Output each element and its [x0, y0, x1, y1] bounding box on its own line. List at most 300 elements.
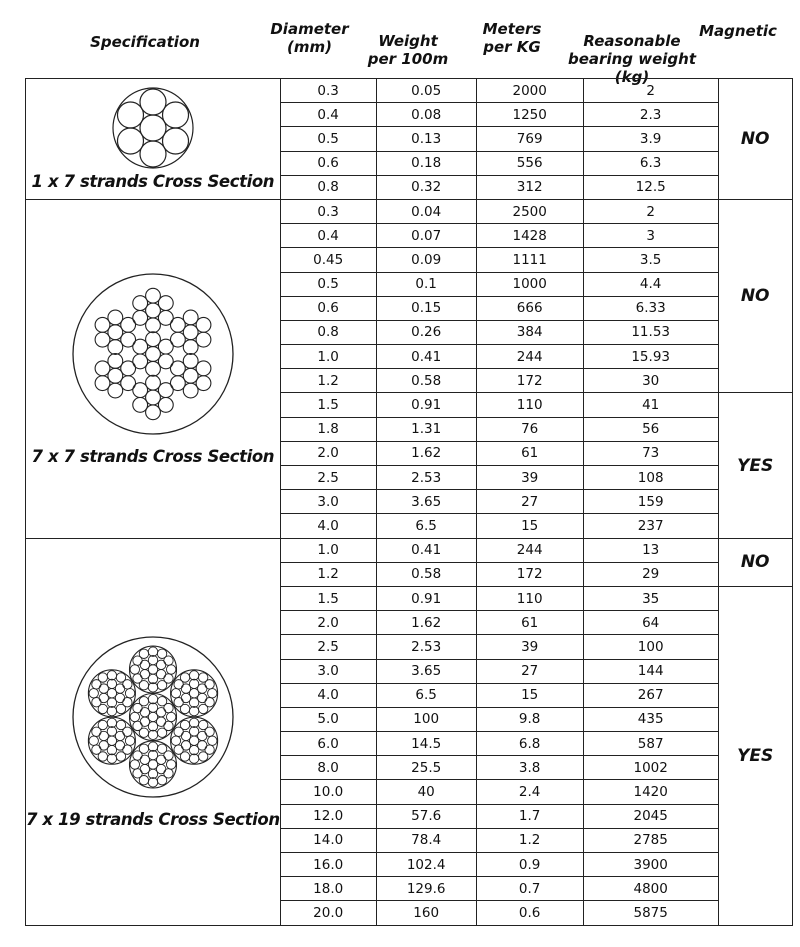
outer-strand-wire-center	[183, 369, 198, 384]
diameter-cell: 1.2	[280, 369, 376, 393]
weight-cell: 0.41	[376, 345, 476, 369]
outer-strand-wire	[166, 665, 175, 674]
meters-cell: 3.8	[476, 756, 583, 780]
outer-strand-wire	[164, 656, 173, 665]
outer-strand-wire	[115, 684, 124, 693]
outer-strand-wire	[115, 731, 124, 740]
weight-cell: 0.41	[376, 538, 476, 562]
outer-strand-wire	[133, 674, 142, 683]
meters-cell: 1.2	[476, 828, 583, 852]
header-weight-line1: Weight	[378, 32, 438, 50]
outer-strand-wire	[122, 680, 131, 689]
outer-strand-wire	[140, 670, 149, 679]
header-weight-line2: per 100m	[367, 50, 449, 68]
meters-cell: 384	[476, 320, 583, 344]
weight-cell: 2.53	[376, 635, 476, 659]
outer-strand-wire	[196, 332, 211, 347]
outer-strand-wire	[148, 742, 157, 751]
bearing-cell: 3.9	[583, 127, 718, 151]
weight-cell: 6.5	[376, 514, 476, 538]
outer-strand-wire	[205, 727, 214, 736]
meters-cell: 172	[476, 562, 583, 586]
outer-strand-wire	[145, 405, 160, 420]
bearing-cell: 267	[583, 683, 718, 707]
diameter-cell: 2.5	[280, 466, 376, 490]
meters-cell: 0.9	[476, 853, 583, 877]
outer-strand-wire	[145, 376, 160, 391]
weight-cell: 6.5	[376, 683, 476, 707]
spec-group	[26, 634, 280, 829]
outer-strand-wire	[180, 720, 189, 729]
bearing-cell: 12.5	[583, 175, 718, 199]
outer-strand-wire	[156, 660, 165, 669]
diameter-cell: 8.0	[280, 756, 376, 780]
header-meters-line2: per KG	[483, 38, 541, 56]
meters-cell: 1428	[476, 224, 583, 248]
outer-strand-wire	[183, 310, 198, 325]
diameter-cell: 20.0	[280, 901, 376, 925]
outer-ring	[113, 88, 193, 168]
bearing-cell: 73	[583, 441, 718, 465]
bearing-cell: 13	[583, 538, 718, 562]
strand-wire	[140, 89, 166, 115]
outer-strand-wire	[92, 698, 101, 707]
outer-strand-ring	[170, 670, 217, 717]
diameter-cell: 0.3	[280, 199, 376, 223]
core-strand-wire	[130, 712, 139, 721]
meters-cell: 2500	[476, 199, 583, 223]
bearing-cell: 15.93	[583, 345, 718, 369]
weight-cell: 1.62	[376, 611, 476, 635]
meters-cell: 6.8	[476, 732, 583, 756]
header-diameter-line2: (mm)	[287, 38, 332, 56]
outer-strand-wire	[164, 751, 173, 760]
outer-strand-wire	[89, 689, 98, 698]
outer-strand-wire	[181, 693, 190, 702]
meters-cell: 110	[476, 586, 583, 610]
outer-strand-wire	[196, 361, 211, 376]
weight-cell: 0.58	[376, 369, 476, 393]
weight-cell: 14.5	[376, 732, 476, 756]
weight-cell: 0.1	[376, 272, 476, 296]
diameter-cell: 2.0	[280, 611, 376, 635]
outer-strand-wire	[174, 745, 183, 754]
weight-cell: 0.08	[376, 103, 476, 127]
header-diameter-line1: Diameter	[270, 20, 349, 38]
outer-strand-wire	[107, 718, 116, 727]
outer-strand-wire	[189, 718, 198, 727]
diameter-cell: 0.6	[280, 151, 376, 175]
spec-cell	[26, 199, 281, 538]
outer-strand-wire	[139, 744, 148, 753]
weight-cell: 0.09	[376, 248, 476, 272]
outer-ring	[73, 274, 233, 434]
outer-strand-wire-center	[108, 369, 123, 384]
meters-cell: 27	[476, 659, 583, 683]
outer-strand-ring	[129, 646, 176, 693]
diameter-cell: 18.0	[280, 877, 376, 901]
diameter-cell: 0.3	[280, 79, 376, 103]
strand-wire	[162, 128, 188, 154]
bearing-cell: 6.3	[583, 151, 718, 175]
bearing-cell: 6.33	[583, 296, 718, 320]
core-strand-wire-center	[145, 347, 160, 362]
outer-strand-wire	[171, 689, 180, 698]
diameter-cell: 2.5	[280, 635, 376, 659]
diameter-cell: 1.0	[280, 538, 376, 562]
diameter-cell: 3.0	[280, 659, 376, 683]
bearing-cell: 4800	[583, 877, 718, 901]
diameter-cell: 3.0	[280, 490, 376, 514]
bearing-cell: 3	[583, 224, 718, 248]
outer-strand-wire-center	[183, 325, 198, 340]
outer-strand-wire-center	[108, 325, 123, 340]
weight-cell: 129.6	[376, 877, 476, 901]
outer-strand-wire	[98, 720, 107, 729]
meters-cell: 312	[476, 175, 583, 199]
meters-cell: 61	[476, 441, 583, 465]
outer-ring	[73, 637, 233, 797]
diameter-cell: 4.0	[280, 683, 376, 707]
outer-strand-wire	[121, 376, 136, 391]
diameter-cell: 0.4	[280, 103, 376, 127]
header-specification: Specification	[90, 33, 200, 51]
bearing-cell: 237	[583, 514, 718, 538]
weight-cell: 0.13	[376, 127, 476, 151]
bearing-cell: 11.53	[583, 320, 718, 344]
outer-strand-wire	[189, 754, 198, 763]
diameter-cell: 0.5	[280, 272, 376, 296]
outer-strand-wire	[133, 296, 148, 311]
outer-strand-wire	[181, 741, 190, 750]
outer-strand-ring	[88, 717, 135, 764]
meters-cell: 15	[476, 514, 583, 538]
bearing-cell: 2	[583, 199, 718, 223]
outer-strand-wire	[171, 736, 180, 745]
outer-strand-wire	[196, 318, 211, 333]
meters-cell: 244	[476, 345, 583, 369]
bearing-cell: 1420	[583, 780, 718, 804]
outer-strand-wire	[99, 693, 108, 702]
core-strand-ring	[129, 694, 176, 741]
strand-wire	[162, 102, 188, 128]
weight-cell: 0.07	[376, 224, 476, 248]
strand-wire-center	[140, 115, 166, 141]
weight-cell: 102.4	[376, 853, 476, 877]
diameter-cell: 1.2	[280, 562, 376, 586]
core-strand-wire	[148, 695, 157, 704]
diameter-cell: 1.5	[280, 393, 376, 417]
weight-cell: 25.5	[376, 756, 476, 780]
meters-cell: 1.7	[476, 804, 583, 828]
outer-strand-wire	[130, 665, 139, 674]
outer-strand-wire	[98, 673, 107, 682]
weight-cell: 57.6	[376, 804, 476, 828]
diameter-cell: 1.8	[280, 417, 376, 441]
weight-cell: 0.05	[376, 79, 476, 103]
core-strand-wire	[157, 728, 166, 737]
outer-strand-wire	[207, 736, 216, 745]
bearing-cell: 144	[583, 659, 718, 683]
outer-strand-wire	[196, 376, 211, 391]
meters-cell: 110	[476, 393, 583, 417]
outer-strand-wire	[133, 769, 142, 778]
outer-strand-wire	[157, 776, 166, 785]
outer-strand-wire	[145, 289, 160, 304]
outer-strand-wire	[198, 704, 207, 713]
outer-strand-wire	[170, 332, 185, 347]
core-strand-wire	[145, 362, 160, 377]
weight-cell: 1.31	[376, 417, 476, 441]
spec-label: 1 x 7 strands Cross Section	[31, 172, 275, 192]
diameter-cell: 0.6	[280, 296, 376, 320]
magnetic-cell: YES	[718, 586, 792, 925]
bearing-cell: 435	[583, 707, 718, 731]
weight-cell: 2.53	[376, 466, 476, 490]
outer-strand-wire	[198, 752, 207, 761]
diameter-cell: 0.4	[280, 224, 376, 248]
outer-strand-wire	[133, 311, 148, 326]
header-meters-line1: Meters	[482, 20, 542, 38]
weight-cell: 78.4	[376, 828, 476, 852]
diameter-cell: 1.0	[280, 345, 376, 369]
core-strand-wire	[164, 703, 173, 712]
bearing-cell: 41	[583, 393, 718, 417]
diameter-cell: 16.0	[280, 853, 376, 877]
meters-cell: 1000	[476, 272, 583, 296]
outer-strand-wire	[116, 704, 125, 713]
weight-cell: 0.91	[376, 586, 476, 610]
outer-strand-wire	[189, 671, 198, 680]
7x19-cross-section-icon	[70, 634, 236, 800]
weight-cell: 0.15	[376, 296, 476, 320]
meters-cell: 0.7	[476, 877, 583, 901]
core-strand-wire	[133, 721, 142, 730]
magnetic-cell: NO	[718, 79, 792, 200]
bearing-cell: 5875	[583, 901, 718, 925]
meters-cell: 39	[476, 466, 583, 490]
spec-cell	[26, 79, 281, 200]
diameter-cell: 1.5	[280, 586, 376, 610]
bearing-cell: 1002	[583, 756, 718, 780]
table-row	[26, 538, 793, 562]
outer-strand-wire	[170, 318, 185, 333]
outer-strand-wire	[148, 647, 157, 656]
spec-group	[26, 271, 280, 466]
meters-cell: 15	[476, 683, 583, 707]
diameter-cell: 2.0	[280, 441, 376, 465]
outer-strand-wire	[148, 778, 157, 787]
outer-strand-ring	[129, 741, 176, 788]
bearing-cell: 2045	[583, 804, 718, 828]
outer-strand-wire	[107, 754, 116, 763]
outer-strand-wire	[139, 649, 148, 658]
meters-cell: 39	[476, 635, 583, 659]
outer-strand-wire	[95, 361, 110, 376]
outer-strand-wire	[158, 398, 173, 413]
outer-strand-wire	[122, 727, 131, 736]
meters-cell: 76	[476, 417, 583, 441]
outer-strand-wire	[158, 383, 173, 398]
outer-strand-wire	[183, 340, 198, 355]
1x7-cross-section-icon	[103, 86, 203, 170]
outer-strand-wire	[125, 689, 134, 698]
weight-cell: 40	[376, 780, 476, 804]
bearing-cell: 30	[583, 369, 718, 393]
outer-strand-wire	[197, 731, 206, 740]
outer-strand-wire	[205, 680, 214, 689]
weight-cell: 0.18	[376, 151, 476, 175]
outer-strand-wire	[197, 684, 206, 693]
bearing-cell: 35	[583, 586, 718, 610]
outer-strand-wire	[145, 318, 160, 333]
outer-strand-wire	[89, 736, 98, 745]
outer-strand-wire	[158, 296, 173, 311]
meters-cell: 556	[476, 151, 583, 175]
core-strand-wire	[139, 697, 148, 706]
bearing-cell: 4.4	[583, 272, 718, 296]
header-bearing-line2: bearing weight (kg)	[568, 50, 696, 86]
outer-strand-wire	[95, 376, 110, 391]
outer-strand-wire	[189, 706, 198, 715]
bearing-cell: 3900	[583, 853, 718, 877]
diameter-cell: 0.5	[280, 127, 376, 151]
header-weight	[358, 32, 458, 68]
weight-cell: 3.65	[376, 659, 476, 683]
core-strand-wire	[166, 712, 175, 721]
outer-strand-wire	[121, 332, 136, 347]
outer-strand-wire	[166, 760, 175, 769]
magnetic-cell: NO	[718, 538, 792, 586]
specification-table	[25, 78, 793, 926]
outer-strand-wire	[157, 681, 166, 690]
outer-strand-wire	[170, 361, 185, 376]
outer-strand-wire	[140, 765, 149, 774]
core-strand-wire	[148, 730, 157, 739]
meters-cell: 172	[476, 369, 583, 393]
bearing-cell: 587	[583, 732, 718, 756]
meters-cell: 666	[476, 296, 583, 320]
table-row	[26, 79, 793, 103]
magnetic-cell: YES	[718, 393, 792, 538]
outer-strand-wire	[108, 310, 123, 325]
outer-strand-wire	[180, 673, 189, 682]
bearing-cell: 159	[583, 490, 718, 514]
meters-cell: 769	[476, 127, 583, 151]
diameter-cell: 12.0	[280, 804, 376, 828]
weight-cell: 0.91	[376, 393, 476, 417]
bearing-cell: 100	[583, 635, 718, 659]
outer-strand-wire	[183, 383, 198, 398]
diameter-cell: 14.0	[280, 828, 376, 852]
bearing-cell: 56	[583, 417, 718, 441]
spec-group	[26, 86, 280, 191]
diameter-cell: 0.8	[280, 320, 376, 344]
outer-strand-wire	[125, 736, 134, 745]
meters-cell: 244	[476, 538, 583, 562]
weight-cell: 1.62	[376, 441, 476, 465]
diameter-cell: 4.0	[280, 514, 376, 538]
weight-cell: 0.58	[376, 562, 476, 586]
weight-cell: 0.32	[376, 175, 476, 199]
weight-cell: 100	[376, 707, 476, 731]
bearing-cell: 64	[583, 611, 718, 635]
outer-strand-wire	[207, 689, 216, 698]
diameter-cell: 10.0	[280, 780, 376, 804]
table-row	[26, 199, 793, 223]
meters-cell: 27	[476, 490, 583, 514]
outer-strand-wire	[99, 741, 108, 750]
magnetic-cell: NO	[718, 199, 792, 393]
7x7-cross-section-icon	[70, 271, 236, 437]
outer-strand-wire	[95, 332, 110, 347]
meters-cell: 1111	[476, 248, 583, 272]
meters-cell: 2000	[476, 79, 583, 103]
bearing-cell: 2.3	[583, 103, 718, 127]
header-meters	[462, 20, 562, 56]
bearing-cell: 2785	[583, 828, 718, 852]
outer-strand-ring	[88, 670, 135, 717]
strand-wire	[140, 141, 166, 167]
header-bearing-line1: Reasonable	[583, 32, 681, 50]
meters-cell: 9.8	[476, 707, 583, 731]
outer-strand-wire	[107, 706, 116, 715]
meters-cell: 61	[476, 611, 583, 635]
spec-label: 7 x 19 strands Cross Section	[26, 810, 280, 830]
outer-strand-wire	[133, 398, 148, 413]
core-strand-wire	[140, 717, 149, 726]
weight-cell: 160	[376, 901, 476, 925]
spec-cell	[26, 538, 281, 925]
outer-strand-wire	[130, 760, 139, 769]
header-diameter	[262, 20, 357, 56]
strand-wire	[117, 102, 143, 128]
bearing-cell: 3.5	[583, 248, 718, 272]
diameter-cell: 6.0	[280, 732, 376, 756]
outer-strand-wire	[95, 318, 110, 333]
weight-cell: 0.26	[376, 320, 476, 344]
outer-strand-wire	[116, 752, 125, 761]
outer-strand-wire	[183, 354, 198, 369]
core-strand-wire	[145, 332, 160, 347]
outer-strand-wire	[156, 755, 165, 764]
bearing-cell: 29	[583, 562, 718, 586]
diameter-cell: 5.0	[280, 707, 376, 731]
bearing-cell: 2	[583, 79, 718, 103]
spec-label: 7 x 7 strands Cross Section	[31, 447, 275, 467]
bearing-cell: 108	[583, 466, 718, 490]
outer-strand-wire	[108, 354, 123, 369]
outer-strand-wire	[108, 383, 123, 398]
outer-strand-ring	[170, 717, 217, 764]
header-magnetic: Magnetic	[699, 22, 777, 40]
diameter-cell: 0.45	[280, 248, 376, 272]
weight-cell: 0.04	[376, 199, 476, 223]
strand-wire	[117, 128, 143, 154]
outer-strand-wire	[174, 698, 183, 707]
weight-cell: 3.65	[376, 490, 476, 514]
outer-strand-wire	[148, 683, 157, 692]
outer-strand-wire	[121, 361, 136, 376]
diameter-cell: 0.8	[280, 175, 376, 199]
outer-strand-wire-center	[145, 303, 160, 318]
meters-cell: 2.4	[476, 780, 583, 804]
outer-strand-wire	[108, 340, 123, 355]
core-strand-wire	[156, 708, 165, 717]
meters-cell: 1250	[476, 103, 583, 127]
meters-cell: 0.6	[476, 901, 583, 925]
outer-strand-wire	[107, 671, 116, 680]
